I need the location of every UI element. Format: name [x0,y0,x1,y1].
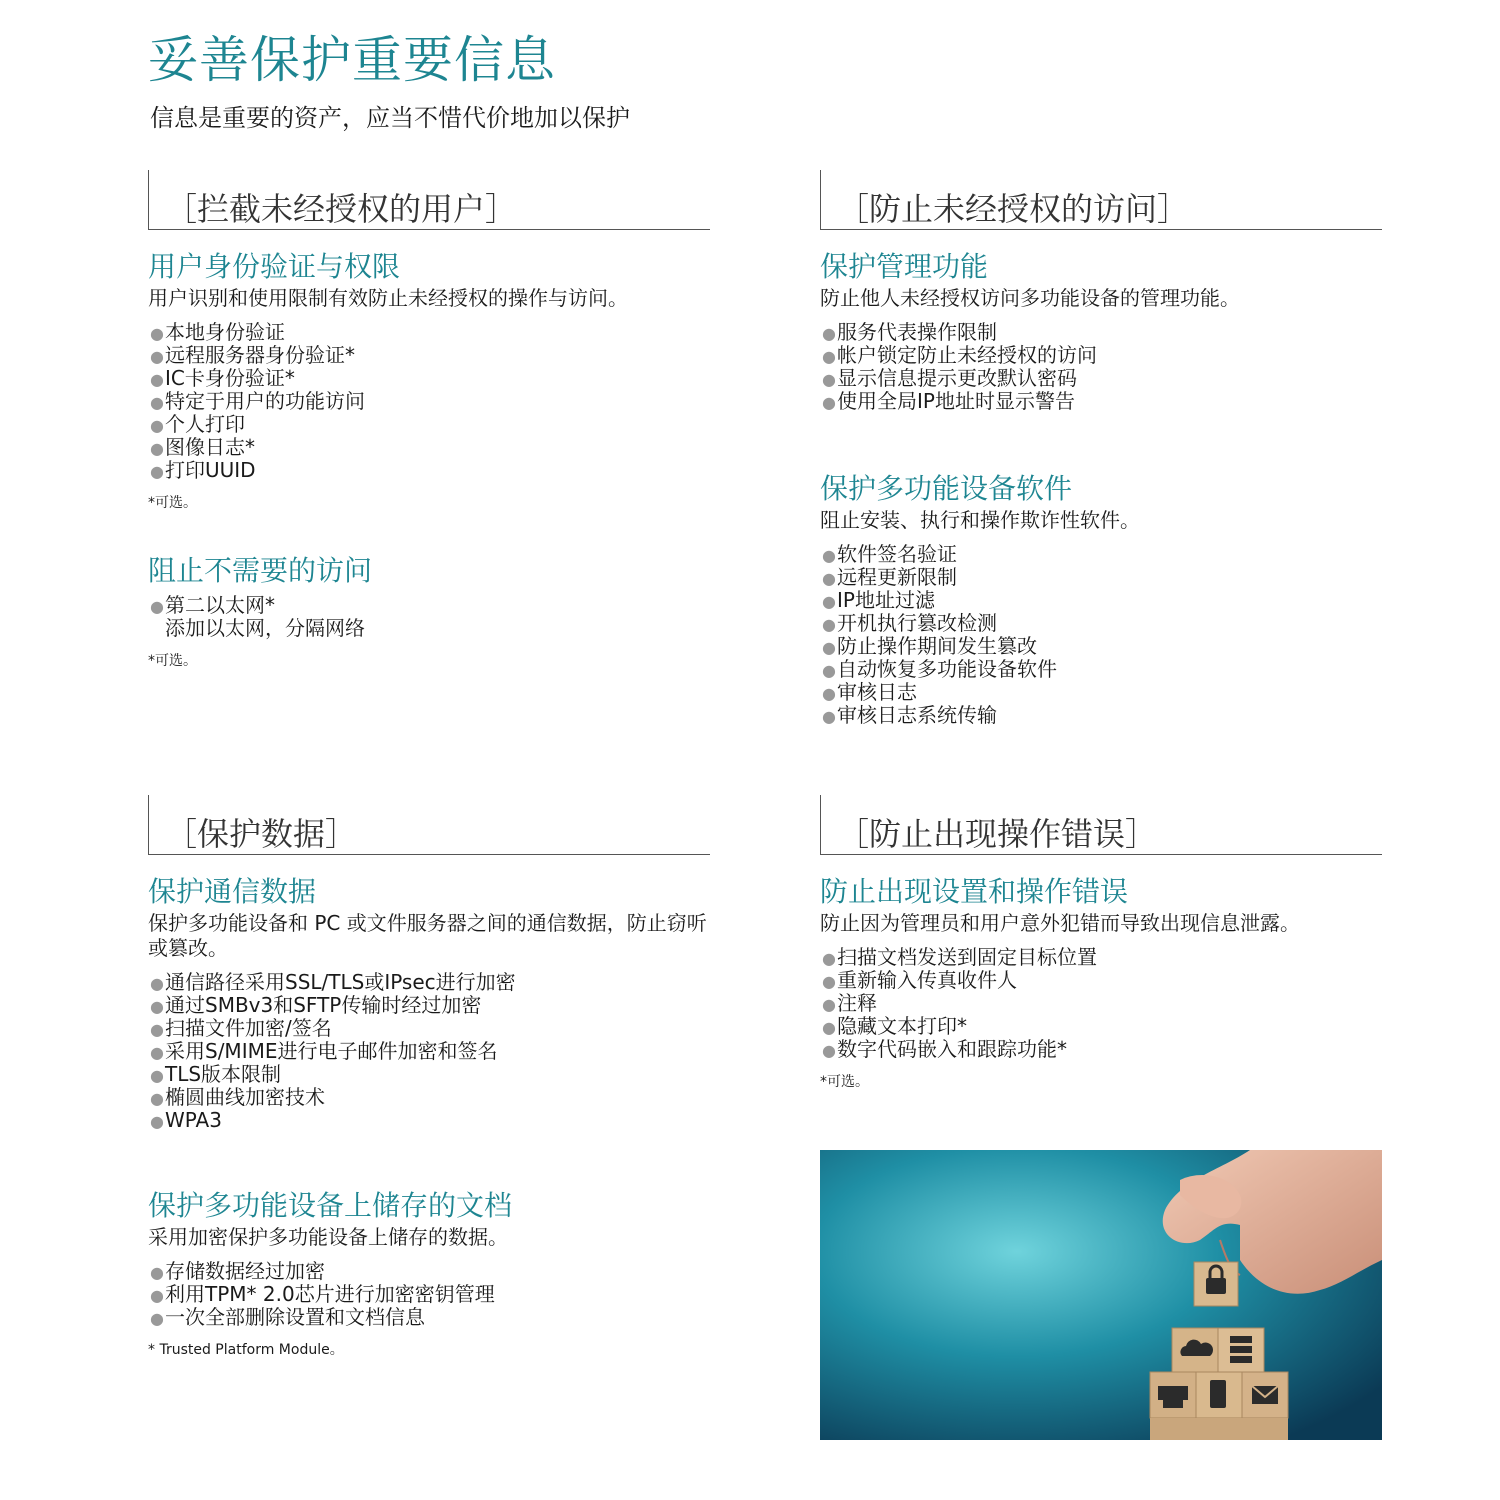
list-item: ● 软件签名验证 [822,542,957,566]
list-item: ● IC卡身份验证* [150,366,295,390]
list-item: ● 数字代码嵌入和跟踪功能* [822,1037,1067,1061]
list-item: ● 注释 [822,991,877,1015]
bullet-dot-icon: ● [150,416,164,435]
block-envelope [1242,1372,1288,1418]
list-item: ● 远程更新限制 [822,565,957,589]
bullet-list [820,543,1385,727]
security-blocks-photo [820,1150,1382,1440]
block-smartphone [1196,1372,1242,1418]
page-title: 妥善保护重要信息 [148,31,556,89]
list-item: ● 椭圆曲线加密技术 [150,1085,325,1109]
subsection-desc: 采用加密保护多功能设备上储存的数据。 [148,1225,508,1249]
subsection-software [820,472,1385,727]
bullet-dot-icon: ● [822,393,836,412]
bullet-dot-icon: ● [822,1018,836,1037]
bullet-dot-icon: ● [822,707,836,726]
bullet-dot-icon: ● [150,1089,164,1108]
subsection-title: 用户身份验证与权限 [148,250,401,283]
footnote: *可选。 [148,653,197,669]
list-item: ● WPA3 [150,1108,222,1132]
list-item: ● 本地身份验证 [150,320,285,344]
bullet-dot-icon: ● [150,1286,164,1305]
bullet-dot-icon: ● [150,1309,164,1328]
bullet-dot-icon: ● [822,324,836,343]
footnote: *可选。 [820,1074,869,1090]
subsection-title: 保护多功能设备上储存的文档 [148,1189,513,1222]
bullet-dot-icon: ● [822,661,836,680]
list-item: ● 隐藏文本打印* [822,1014,967,1038]
section-header: ［防止出现操作错误］ [820,795,1382,855]
list-item: ● 第二以太网* 添加以太网，分隔网络 [148,594,713,640]
list-item: ● 服务代表操作限制 [822,320,997,344]
list-item: ● TLS版本限制 [150,1062,282,1086]
subsection-block-access [148,554,713,670]
list-item: ● 存储数据经过加密 [150,1259,325,1283]
bullet-dot-icon: ● [150,1066,164,1085]
list-item: ● IP地址过滤 [822,588,935,612]
section-block-users [148,170,710,669]
list-item: ● 防止操作期间发生篡改 [822,634,1037,658]
bullet-list [820,946,1385,1061]
list-item: ● 图像日志* [150,435,255,459]
bullet-dot-icon: ● [150,1043,164,1062]
subsection-auth [148,250,713,512]
list-item: ● 重新输入传真收件人 [822,968,1017,992]
list-item: ● 个人打印 [150,412,245,436]
subsection-desc: 阻止安装、执行和操作欺诈性软件。 [820,508,1140,532]
subsection-stored [148,1189,713,1359]
bullet-dot-icon: ● [150,324,164,343]
bullet-dot-icon: ● [150,1112,164,1131]
list-item: ● 利用TPM* 2.0芯片进行加密密钥管理 [150,1282,495,1306]
bullet-dot-icon: ● [150,997,164,1016]
section-header: ［拦截未经授权的用户］ [148,170,710,230]
bullet-dot-icon: ● [822,949,836,968]
bullet-list [148,321,713,482]
list-item: ● 远程服务器身份验证* [150,343,355,367]
section-protect-data [148,795,710,1358]
bullet-dot-icon: ● [150,597,164,616]
bullet-dot-icon: ● [150,393,164,412]
photo-illustration [820,1150,1382,1440]
bullet-dot-icon: ● [822,592,836,611]
bullet-dot-icon: ● [150,439,164,458]
subsection-desc: 用户识别和使用限制有效防止未经授权的操作与访问。 [148,286,628,310]
bullet-dot-icon: ● [822,1041,836,1060]
list-item: ● 通信路径采用SSL/TLS或IPsec进行加密 [150,970,516,994]
bullet-list [820,321,1385,413]
bullet-dot-icon: ● [822,972,836,991]
section-prevent-access [820,170,1382,727]
smartphone-icon [1210,1380,1226,1408]
bullet-list [148,971,713,1132]
block-printer [1150,1372,1196,1418]
bullet-dot-icon: ● [822,370,836,389]
list-item: ● 通过SMBv3和SFTP传输时经过加密 [150,993,482,1017]
subsection-desc: 保护多功能设备和 PC 或文件服务器之间的通信数据，防止窃听或篡改。 [148,911,707,960]
subsection-title: 保护通信数据 [148,875,317,908]
bullet-list [148,1260,713,1329]
block-base [1150,1418,1288,1440]
bullet-dot-icon: ● [822,684,836,703]
list-item: ● 自动恢复多功能设备软件 [822,657,1057,681]
bullet-dot-icon: ● [150,1263,164,1282]
subsection-admin [820,250,1385,413]
bullet-dot-icon: ● [822,546,836,565]
bullet-dot-icon: ● [822,569,836,588]
bullet-dot-icon: ● [822,615,836,634]
page-subtitle: 信息是重要的资产，应当不惜代价地加以保护 [150,104,630,132]
subsection-errors [820,875,1385,1091]
section-header: ［保护数据］ [148,795,710,855]
bullet-dot-icon: ● [822,638,836,657]
bullet-dot-icon: ● [150,1020,164,1039]
block-server [1218,1328,1264,1372]
bullet-dot-icon: ● [150,370,164,389]
footnote: * Trusted Platform Module。 [148,1342,344,1358]
list-item: ● 一次全部删除设置和文档信息 [150,1305,425,1329]
list-item: ● 显示信息提示更改默认密码 [822,366,1077,390]
block-lock [1194,1262,1238,1306]
bullet-dot-icon: ● [150,462,164,481]
list-item: ● 扫描文档发送到固定目标位置 [822,945,1097,969]
bullet-dot-icon: ● [822,995,836,1014]
section-prevent-errors [820,795,1382,1090]
subsection-title: 保护多功能设备软件 [820,472,1073,505]
list-item: ● 扫描文件加密/签名 [150,1016,332,1040]
list-item: ● 帐户锁定防止未经授权的访问 [822,343,1097,367]
subsection-desc: 防止他人未经授权访问多功能设备的管理功能。 [820,286,1240,310]
bullet-dot-icon: ● [150,974,164,993]
list-item: ● 打印UUID [150,458,256,482]
list-item: ● 使用全局IP地址时显示警告 [822,389,1075,413]
server-icon [1230,1336,1252,1363]
subsection-title: 阻止不需要的访问 [148,554,373,587]
list-item: ● 开机执行篡改检测 [822,611,997,635]
list-item: ● 审核日志 [822,680,917,704]
list-item: ● 特定于用户的功能访问 [150,389,365,413]
subsection-title: 防止出现设置和操作错误 [820,875,1129,908]
list-item: ● 审核日志系统传输 [822,703,997,727]
bullet-list [148,594,713,640]
bullet-dot-icon: ● [150,347,164,366]
section-header: ［防止未经授权的访问］ [820,170,1382,230]
subsection-comm [148,875,713,1132]
bullet-dot-icon: ● [822,347,836,366]
list-item-continuation: 添加以太网，分隔网络 [165,616,365,640]
envelope-icon [1252,1386,1278,1404]
block-cloud [1172,1328,1218,1372]
subsection-title: 保护管理功能 [820,250,989,283]
list-item: ● 采用S/MIME进行电子邮件加密和签名 [150,1039,498,1063]
footnote: *可选。 [148,495,197,511]
subsection-desc: 防止因为管理员和用户意外犯错而导致出现信息泄露。 [820,911,1300,935]
